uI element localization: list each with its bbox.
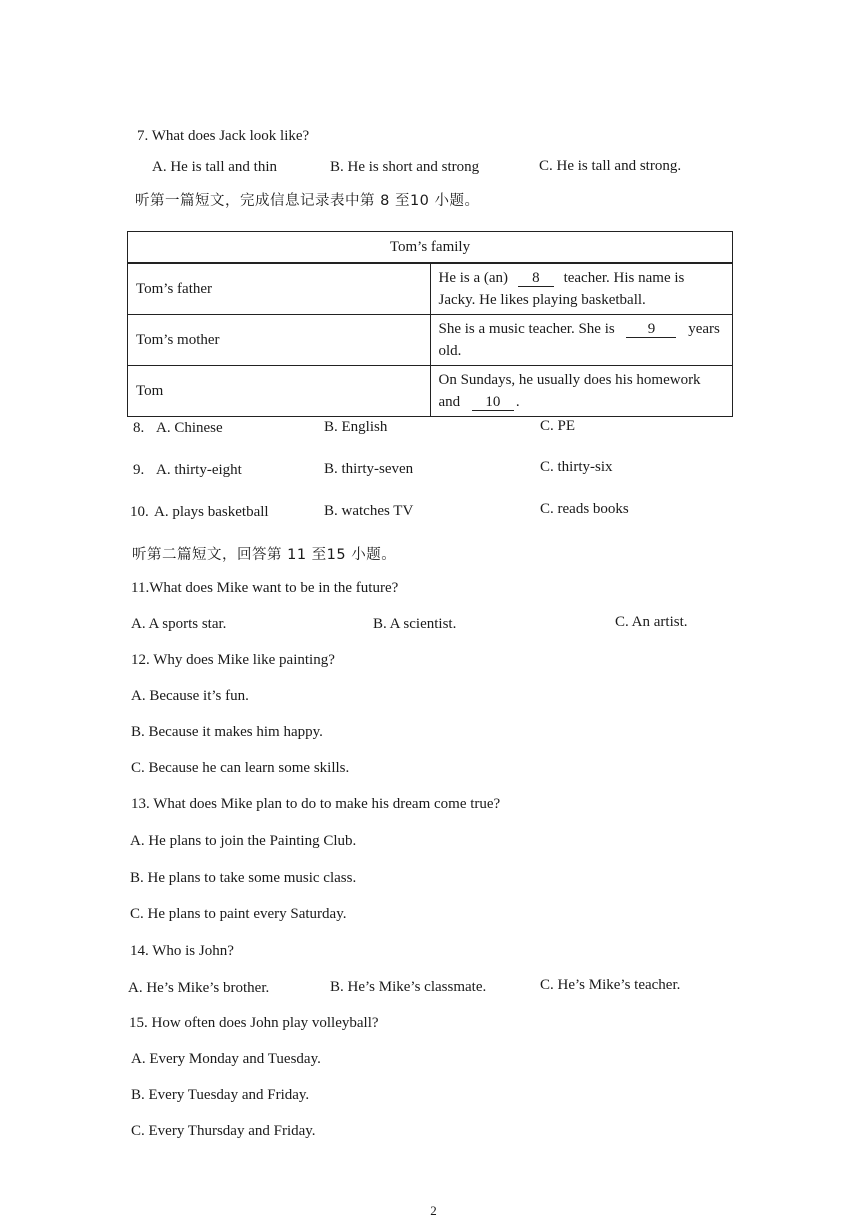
- q15-question: 15. How often does John play volleyball?: [129, 1015, 379, 1031]
- row-content-tom: [430, 366, 733, 417]
- blank-8: 8: [518, 270, 554, 287]
- q15-option-a: A. Every Monday and Tuesday.: [131, 1051, 321, 1067]
- q14-option-a: A. He’s Mike’s brother.: [128, 980, 270, 996]
- q13-option-a: A. He plans to join the Painting Club.: [130, 833, 357, 849]
- q7-option-c: C. He is tall and strong.: [539, 158, 682, 174]
- q15-option-b: B. Every Tuesday and Friday.: [131, 1087, 310, 1103]
- q9-number: 9.: [133, 462, 145, 478]
- q8-option-b: B. English: [324, 419, 388, 435]
- tom-text-before: On Sundays, he usually does his homework and: [438, 372, 701, 410]
- q13-option-c: C. He plans to paint every Saturday.: [130, 906, 347, 922]
- blank-10: 10: [472, 394, 514, 411]
- q12-option-b: B. Because it makes him happy.: [131, 724, 323, 740]
- table-row: [128, 366, 733, 417]
- q10-option-b: B. watches TV: [324, 503, 414, 519]
- q14-option-b: B. He’s Mike’s classmate.: [330, 979, 487, 995]
- row-label-father: Tom’s father: [128, 263, 431, 315]
- q8-option-c: C. PE: [540, 418, 576, 434]
- row-label-tom: Tom: [128, 366, 431, 417]
- blank-9: 9: [626, 321, 676, 338]
- q7-option-a: A. He is tall and thin: [152, 159, 277, 175]
- q11-option-a: A. A sports star.: [131, 616, 227, 632]
- table-row: [128, 263, 733, 315]
- row-label-mother: Tom’s mother: [128, 315, 431, 366]
- page-number: 2: [430, 1203, 437, 1218]
- q7-option-b: B. He is short and strong: [330, 159, 480, 175]
- q11-option-c: C. An artist.: [615, 614, 688, 630]
- q13-question: 13. What does Mike plan to do to make his dream come true?: [131, 796, 501, 812]
- q9-option-c: C. thirty-six: [540, 459, 613, 475]
- table-title: Tom’s family: [128, 232, 733, 264]
- father-text-before: He is a (an): [438, 270, 509, 286]
- q11-question: 11.What does Mike want to be in the future?: [131, 580, 399, 596]
- table-row: [128, 315, 733, 366]
- q9-option-a: A. thirty-eight: [156, 462, 242, 478]
- row-content-father: [430, 263, 733, 315]
- q8-number: 8.: [133, 420, 145, 436]
- q10-option-c: C. reads books: [540, 501, 629, 517]
- q8-option-a: A. Chinese: [156, 420, 223, 436]
- q14-question: 14. Who is John?: [130, 943, 234, 959]
- section2-instruction: 听第二篇短文，回答第 11 至15 小题。: [132, 547, 397, 563]
- mother-text-before: She is a music teacher. She is: [438, 321, 615, 337]
- father-text-after: teacher. His name is Jacky. He likes playing basketball.: [438, 270, 685, 308]
- q12-option-c: C. Because he can learn some skills.: [131, 760, 350, 776]
- mother-text-after: years old.: [438, 321, 720, 359]
- q13-option-b: B. He plans to take some music class.: [130, 870, 357, 886]
- q10-option-a: A. plays basketball: [154, 504, 269, 520]
- q12-option-a: A. Because it’s fun.: [131, 688, 249, 704]
- q14-option-c: C. He’s Mike’s teacher.: [540, 977, 681, 993]
- tom-text-after: .: [515, 394, 520, 410]
- q7-question: 7. What does Jack look like?: [137, 128, 310, 144]
- q12-question: 12. Why does Mike like painting?: [131, 652, 335, 668]
- q10-number: 10.: [130, 504, 149, 520]
- q15-option-c: C. Every Thursday and Friday.: [131, 1123, 316, 1139]
- q11-option-b: B. A scientist.: [373, 616, 457, 632]
- row-content-mother: [430, 315, 733, 366]
- q9-option-b: B. thirty-seven: [324, 461, 414, 477]
- section1-instruction: 听第一篇短文，完成信息记录表中第 8 至10 小题。: [135, 193, 480, 209]
- toms-family-table: [127, 231, 733, 417]
